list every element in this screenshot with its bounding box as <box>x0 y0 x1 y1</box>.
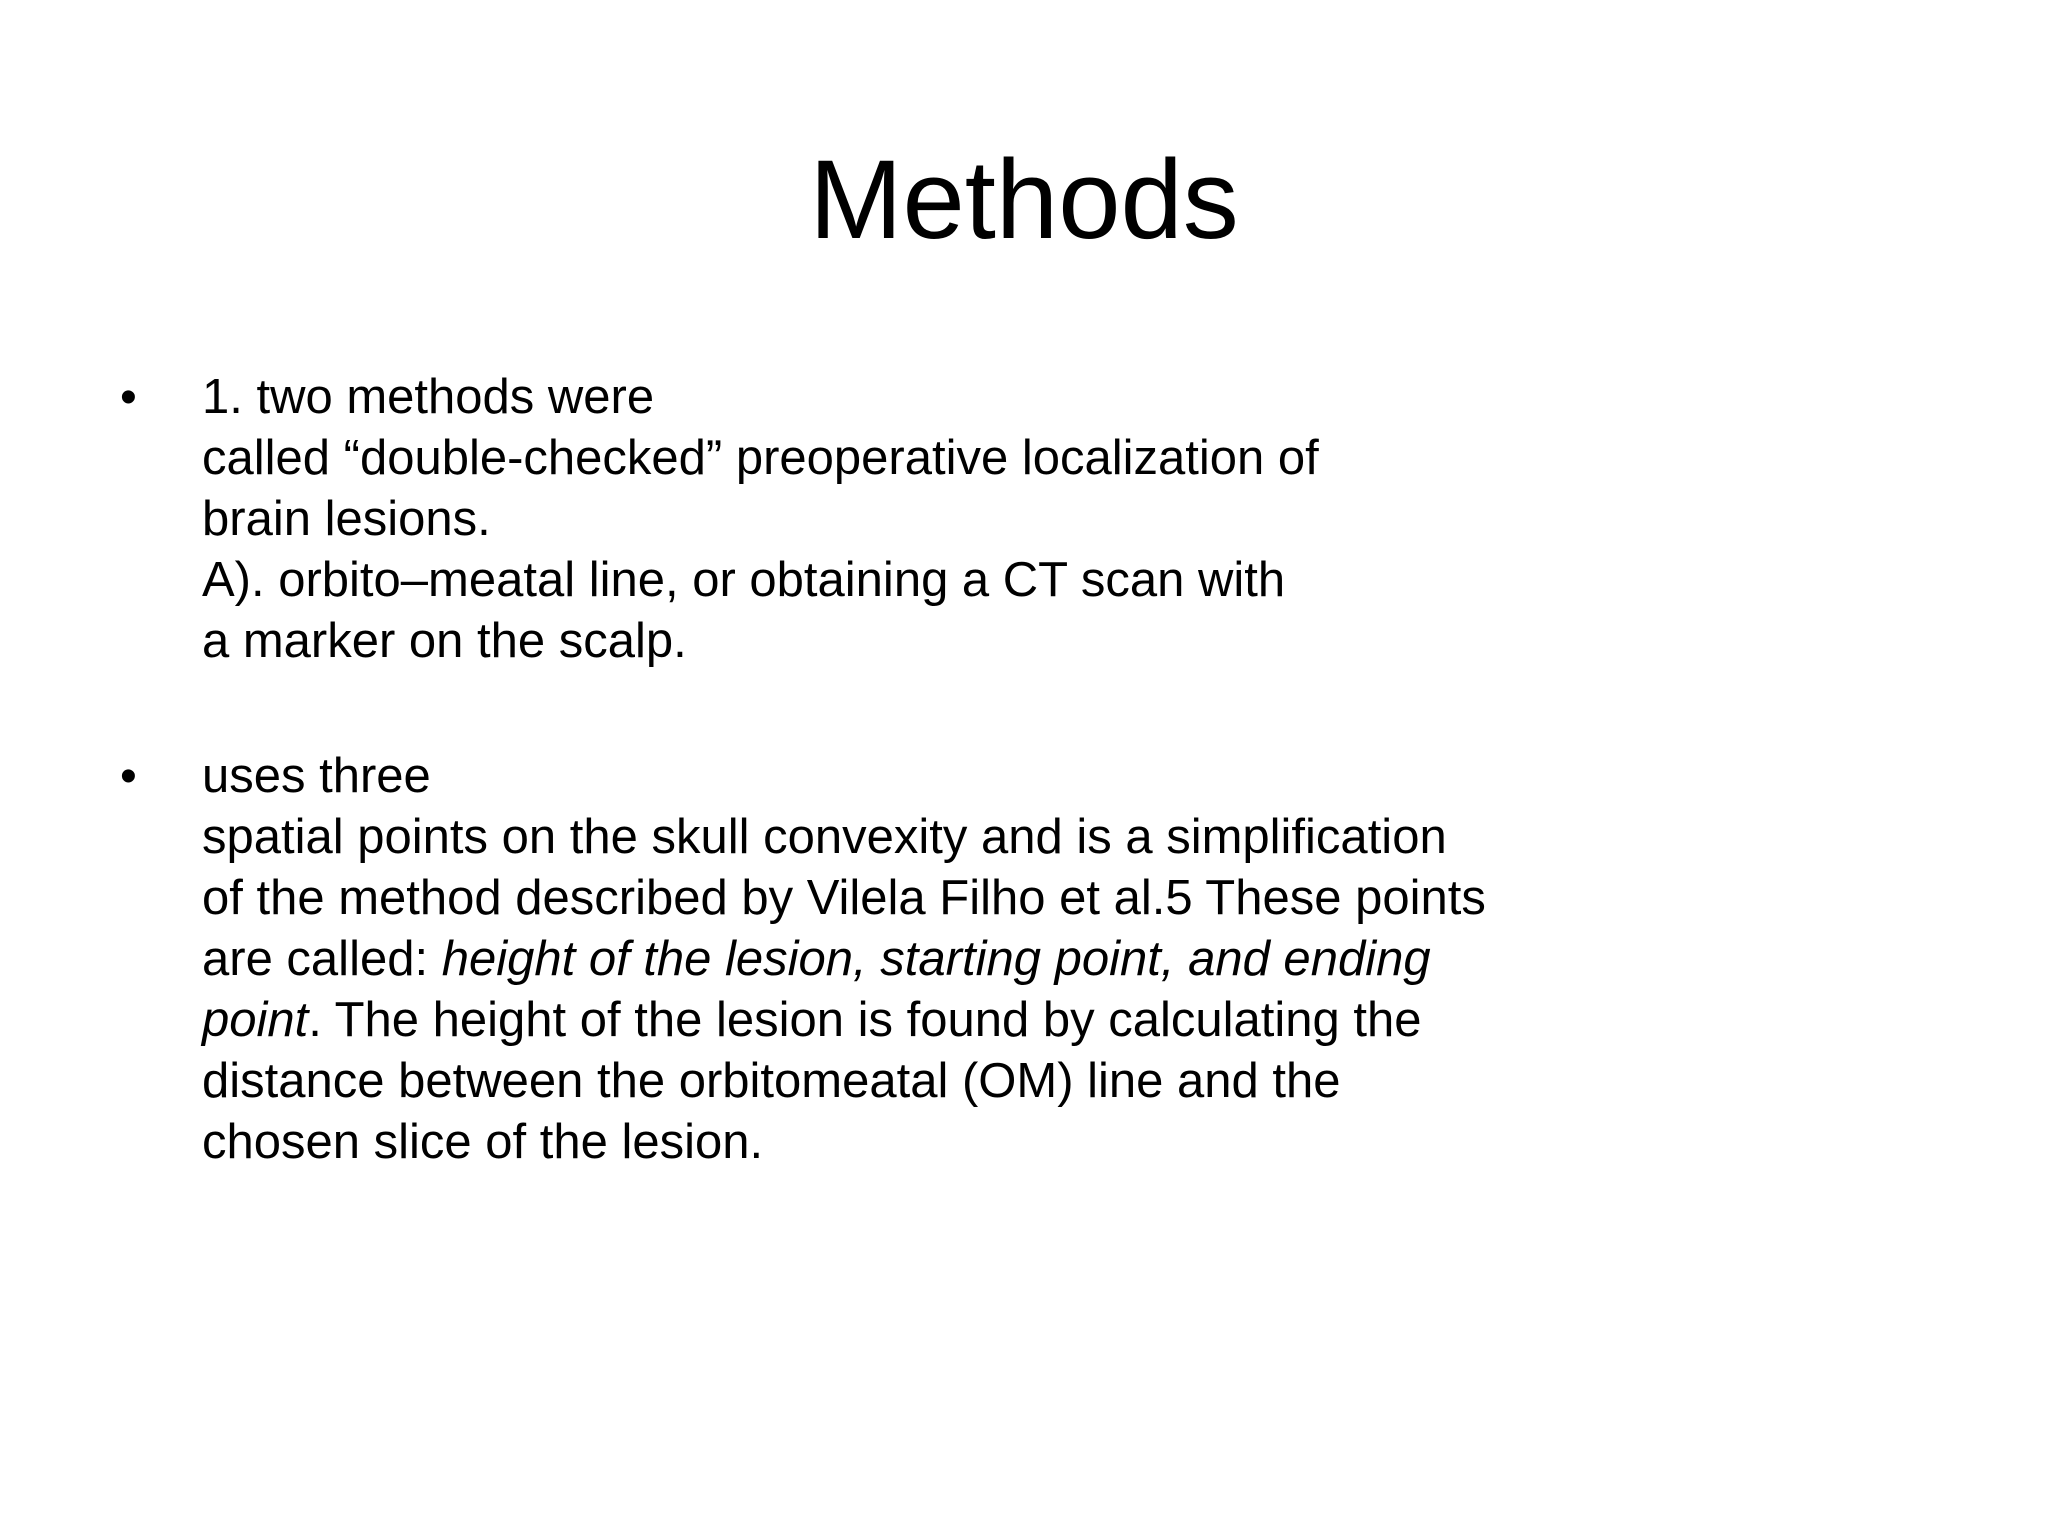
bullet-line: a marker on the scalp. <box>202 614 687 668</box>
italic-text: height of the lesion, starting point, and ending <box>441 932 1431 986</box>
bullet-line: chosen slice of the lesion. <box>202 1115 764 1169</box>
bullet-line: A). orbito–meatal line, or obtaining a CT scan with <box>202 553 1286 607</box>
italic-text: point <box>202 993 309 1047</box>
bullet-line: spatial points on the skull convexity and is a simplification <box>202 810 1447 864</box>
slide-title: Methods <box>809 137 1239 262</box>
bullet-line: brain lesions. <box>202 492 491 546</box>
bullet-icon: • <box>120 371 137 424</box>
bullet-line-mixed <box>202 929 1762 990</box>
bullet-line: uses three <box>202 749 431 803</box>
plain-text: are called: <box>202 932 442 986</box>
bullet-line: of the method described by Vilela Filho et al.5 These points <box>202 871 1486 925</box>
bullet-text <box>202 367 1762 672</box>
bullet-line: 1. two methods were <box>202 370 655 424</box>
plain-text: . The height of the lesion is found by calculating the <box>308 993 1422 1047</box>
bullet-line: distance between the orbitomeatal (OM) line and the <box>202 1054 1341 1108</box>
bullet-line: called “double-checked” preoperative localization of <box>202 431 1319 485</box>
bullet-text <box>202 746 1762 1173</box>
bullet-icon: • <box>120 750 137 803</box>
bullet-line-mixed <box>202 990 1762 1051</box>
